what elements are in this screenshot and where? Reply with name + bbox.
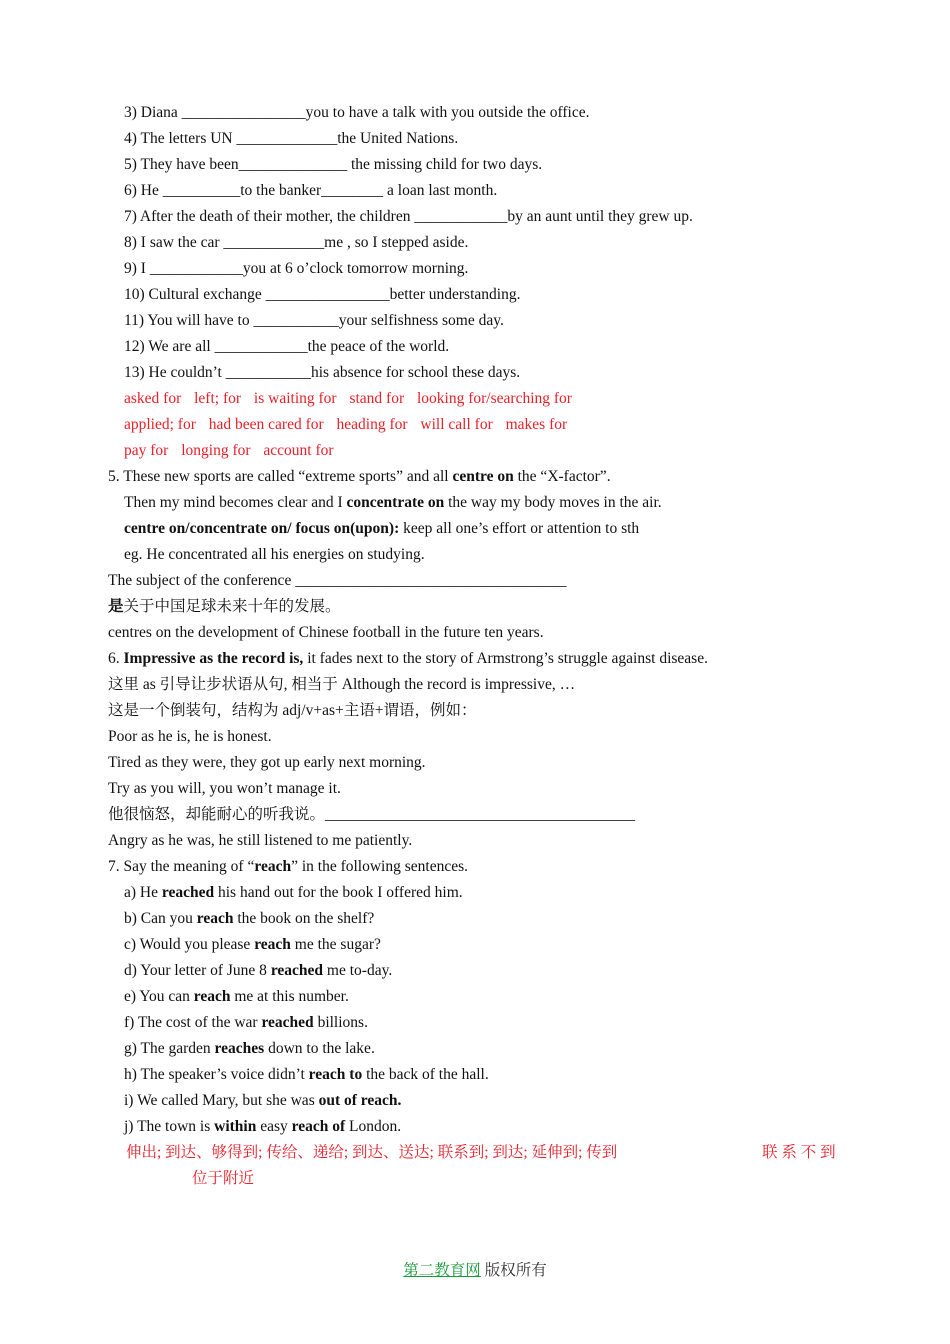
- item-7-g: g) The garden reaches down to the lake.: [124, 1040, 375, 1057]
- footer-link[interactable]: 第二教育网: [403, 1262, 481, 1279]
- exercise-line-12: 12) We are all ____________the peace of the world.: [124, 338, 450, 355]
- answer-item: left; for: [194, 390, 242, 407]
- answer-item: makes for: [505, 416, 568, 433]
- item-7-d: d) Your letter of June 8 reached me to-day.: [124, 962, 393, 979]
- answer-item: had been cared for: [208, 416, 324, 433]
- item-7-answers: 伸出; 到达、够得到; 传给、递给; 到达、送达; 联系到; 到达; 延伸到; 传到: [126, 1144, 618, 1161]
- item-5-definition: centre on/concentrate on/ focus on(upon): keep all one’s effort or attention to sth: [124, 520, 640, 537]
- answer-item: will call for: [420, 416, 493, 433]
- item-7-i: i) We called Mary, but she was out of reach.: [124, 1092, 402, 1109]
- answer-item: pay for: [124, 442, 169, 459]
- item-7-answers-end: 联 系 不 到: [762, 1144, 836, 1161]
- item-5-sentence: 5. These new sports are called “extreme sports” and all centre on the “X-factor”.: [108, 468, 611, 485]
- answers-row-2: [124, 415, 576, 435]
- item-7-h: h) The speaker’s voice didn’t reach to the back of the hall.: [124, 1066, 489, 1083]
- answer-item: longing for: [181, 442, 251, 459]
- item-6-example-2: Tired as they were, they got up early next morning.: [108, 754, 426, 771]
- exercise-line-7: 7) After the death of their mother, the children ____________by an aunt until they grew up.: [124, 208, 693, 225]
- item-7-c: c) Would you please reach me the sugar?: [124, 936, 381, 953]
- item-5-example: eg. He concentrated all his energies on studying.: [124, 546, 425, 563]
- answer-item: heading for: [336, 416, 408, 433]
- exercise-line-11: 11) You will have to ___________your selfishness some day.: [124, 312, 504, 329]
- answer-item: is waiting for: [253, 390, 337, 407]
- exercise-line-8: 8) I saw the car _____________me , so I stepped aside.: [124, 234, 469, 251]
- item-6-answer: Angry as he was, he still listened to me patiently.: [108, 832, 413, 849]
- page-footer: [0, 1258, 950, 1280]
- item-7-heading: 7. Say the meaning of “reach” in the following sentences.: [108, 858, 469, 875]
- exercise-line-6: 6) He __________to the banker________ a loan last month.: [124, 182, 498, 199]
- item-6-note-1: 这里 as 引导让步状语从句, 相当于 Although the record is impressive, …: [108, 676, 576, 693]
- answer-item: applied; for: [124, 416, 196, 433]
- item-6-example-3: Try as you will, you won’t manage it.: [108, 780, 341, 797]
- answer-item: stand for: [349, 390, 405, 407]
- answers-row-3: [124, 441, 343, 461]
- exercise-line-13: 13) He couldn’t ___________his absence for school these days.: [124, 364, 521, 381]
- item-5-task: The subject of the conference ___________________________________: [108, 572, 567, 589]
- item-5-answer: centres on the development of Chinese football in the future ten years.: [108, 624, 544, 641]
- item-7-e: e) You can reach me at this number.: [124, 988, 349, 1005]
- item-7-b: b) Can you reach the book on the shelf?: [124, 910, 375, 927]
- item-7-answers-2: 位于附近: [192, 1170, 255, 1187]
- exercise-line-10: 10) Cultural exchange ________________better understanding.: [124, 286, 521, 303]
- item-6-example-1: Poor as he is, he is honest.: [108, 728, 272, 745]
- item-5-chinese: 是关于中国足球未来十年的发展。: [108, 598, 341, 615]
- answers-row-1: [124, 389, 581, 409]
- exercise-line-4: 4) The letters UN _____________the United Nations.: [124, 130, 459, 147]
- answer-item: asked for: [124, 390, 182, 407]
- answer-item: account for: [263, 442, 334, 459]
- exercise-line-5: 5) They have been______________ the missing child for two days.: [124, 156, 543, 173]
- item-6-note-2: 这是一个倒装句，结构为 adj/v+as+主语+谓语，例如：: [108, 702, 477, 719]
- item-7-f: f) The cost of the war reached billions.: [124, 1014, 368, 1031]
- footer-copyright: 版权所有: [480, 1262, 547, 1279]
- exercise-line-9: 9) I ____________you at 6 o’clock tomorrow morning.: [124, 260, 469, 277]
- item-7-j: j) The town is within easy reach of London.: [124, 1118, 402, 1135]
- answer-item: looking for/searching for: [417, 390, 572, 407]
- item-6-sentence: 6. Impressive as the record is, it fades next to the story of Armstrong’s struggle against disease.: [108, 650, 708, 667]
- item-5-sentence-2: Then my mind becomes clear and I concentrate on the way my body moves in the air.: [124, 494, 662, 511]
- item-7-a: a) He reached his hand out for the book I offered him.: [124, 884, 463, 901]
- item-6-task: 他很恼怒，却能耐心的听我说。________________________________________: [108, 806, 636, 823]
- exercise-line-3: 3) Diana ________________you to have a talk with you outside the office.: [124, 104, 590, 121]
